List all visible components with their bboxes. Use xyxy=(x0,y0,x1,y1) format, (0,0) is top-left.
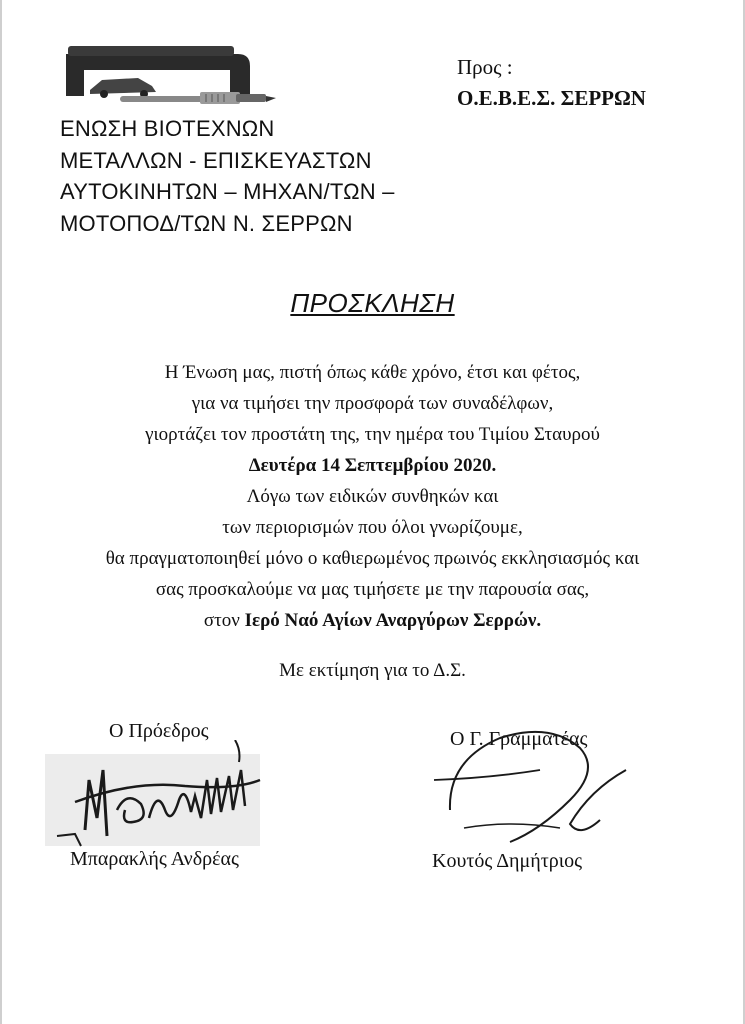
body-line: Η Ένωση μας, πιστή όπως κάθε χρόνο, έτσι και φέτος, xyxy=(164,362,581,383)
president-role: Ο Πρόεδρος xyxy=(109,720,209,742)
body-line: για να τιμήσει την προσφορά των συναδέλφων, xyxy=(191,393,554,414)
closing-line: Με εκτίμηση για το Δ.Σ. xyxy=(279,660,466,681)
president-signature xyxy=(45,740,270,850)
body-line: των περιορισμών που όλοι γνωρίζουμε, xyxy=(222,517,523,538)
recipient-label: Προς : xyxy=(457,55,513,79)
venue-prefix: στον xyxy=(203,610,245,631)
organization-line: ΑΥΤΟΚΙΝΗΤΩΝ – ΜΗΧΑΝ/ΤΩΝ – xyxy=(60,179,395,204)
body-line: σας προσκαλούμε να μας τιμήσετε με την παρουσία σας, xyxy=(155,579,590,600)
union-logo xyxy=(60,44,278,110)
body-line: θα πραγματοποιηθεί μόνο ο καθιερωμένος πρωινός εκκλησιασμός και xyxy=(105,548,640,569)
organization-line: ΜΕΤΑΛΛΩΝ - ΕΠΙΣΚΕΥΑΣΤΩΝ xyxy=(60,147,372,173)
document-title: ΠΡΟΣΚΛΗΣΗ xyxy=(290,288,455,318)
secretary-role: Ο Γ. Γραμματέας xyxy=(450,728,588,750)
body-line: γιορτάζει τον προστάτη της, την ημέρα του Τιμίου Σταυρού xyxy=(145,424,600,445)
secretary-name: Κουτός Δημήτριος xyxy=(432,850,583,872)
recipient-name: Ο.Ε.Β.Ε.Σ. ΣΕΡΡΩΝ xyxy=(457,86,646,110)
event-date: Δευτέρα 14 Σεπτεμβρίου 2020. xyxy=(248,455,497,476)
organization-line: ΜΟΤΟΠΟΔ/ΤΩΝ Ν. ΣΕΡΡΩΝ xyxy=(60,210,353,236)
secretary-signature xyxy=(430,720,640,850)
organization-line: ΕΝΩΣΗ ΒΙΟΤΕΧΝΩΝ xyxy=(60,116,275,141)
president-name: Μπαρακλής Ανδρέας xyxy=(70,848,239,870)
venue-line xyxy=(0,605,745,636)
organization-name xyxy=(60,113,480,239)
venue-name: Ιερό Ναό Αγίων Αναργύρων Σερρών. xyxy=(244,610,542,631)
invitation-body xyxy=(0,357,745,636)
body-line: Λόγω των ειδικών συνθηκών και xyxy=(246,486,499,507)
